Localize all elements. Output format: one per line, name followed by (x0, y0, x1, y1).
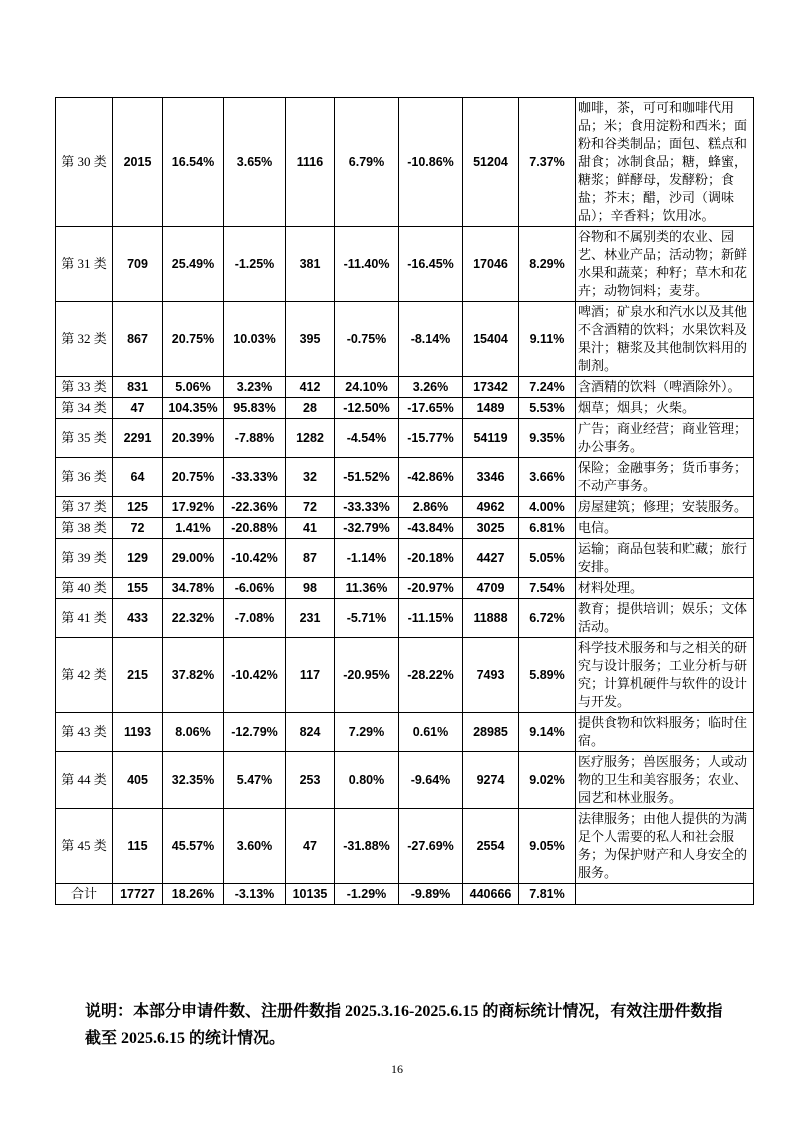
app-count-cell: 831 (113, 377, 163, 398)
goods-services-cell: 医疗服务；兽医服务；人或动物的卫生和美容服务；农业、园艺和林业服务。 (576, 752, 754, 809)
table-row (56, 638, 754, 713)
app-count-cell: 129 (113, 539, 163, 578)
footnote: 说明：本部分申请件数、注册件数指 2025.3.16-2025.6.15 的商标统计情况，有效注册件数指截至 2025.6.15 的统计情况。 (85, 1003, 723, 1047)
goods-services-cell: 提供食物和饮料服务；临时住宿。 (576, 713, 754, 752)
valid-reg-share-cell: 9.11% (519, 302, 576, 377)
valid-reg-count-cell: 9274 (463, 752, 519, 809)
reg-mom-cell: -20.18% (399, 539, 463, 578)
goods-services-cell: 运输；商品包装和贮藏；旅行安排。 (576, 539, 754, 578)
table-row (56, 302, 754, 377)
reg-count-cell: 47 (286, 809, 335, 884)
table-row (56, 713, 754, 752)
table-row (56, 377, 754, 398)
valid-reg-count-cell: 440666 (463, 884, 519, 905)
reg-mom-cell: -9.64% (399, 752, 463, 809)
app-yoy-cell: 18.26% (163, 884, 224, 905)
app-count-cell: 2015 (113, 98, 163, 227)
valid-reg-count-cell: 15404 (463, 302, 519, 377)
reg-mom-cell: -8.14% (399, 302, 463, 377)
class-cell: 第 45 类 (56, 809, 113, 884)
valid-reg-count-cell: 17046 (463, 227, 519, 302)
reg-mom-cell: -17.65% (399, 398, 463, 419)
app-mom-cell: -22.36% (224, 497, 286, 518)
table-row (56, 809, 754, 884)
goods-services-cell: 保险；金融事务；货币事务；不动产事务。 (576, 458, 754, 497)
reg-yoy-cell: -11.40% (335, 227, 399, 302)
valid-reg-count-cell: 51204 (463, 98, 519, 227)
reg-yoy-cell: -1.29% (335, 884, 399, 905)
reg-count-cell: 32 (286, 458, 335, 497)
total-row (56, 884, 754, 905)
reg-yoy-cell: -5.71% (335, 599, 399, 638)
valid-reg-share-cell: 4.00% (519, 497, 576, 518)
valid-reg-share-cell: 5.05% (519, 539, 576, 578)
valid-reg-share-cell: 7.54% (519, 578, 576, 599)
class-cell: 第 39 类 (56, 539, 113, 578)
app-mom-cell: 5.47% (224, 752, 286, 809)
reg-yoy-cell: 24.10% (335, 377, 399, 398)
reg-count-cell: 1116 (286, 98, 335, 227)
app-count-cell: 2291 (113, 419, 163, 458)
reg-count-cell: 231 (286, 599, 335, 638)
app-mom-cell: -10.42% (224, 539, 286, 578)
reg-count-cell: 10135 (286, 884, 335, 905)
valid-reg-share-cell: 9.35% (519, 419, 576, 458)
valid-reg-share-cell: 9.14% (519, 713, 576, 752)
reg-yoy-cell: -1.14% (335, 539, 399, 578)
goods-services-cell: 咖啡，茶，可可和咖啡代用品；米；食用淀粉和西米；面粉和谷类制品；面包、糕点和甜食；冰制食品；糖，蜂蜜，糖浆；鲜酵母，发酵粉；食盐；芥末；醋，沙司（调味品）；辛香料；饮用冰。 (576, 98, 754, 227)
app-mom-cell: -33.33% (224, 458, 286, 497)
app-count-cell: 215 (113, 638, 163, 713)
valid-reg-share-cell: 9.05% (519, 809, 576, 884)
app-mom-cell: -10.42% (224, 638, 286, 713)
reg-mom-cell: -27.69% (399, 809, 463, 884)
valid-reg-count-cell: 2554 (463, 809, 519, 884)
reg-count-cell: 412 (286, 377, 335, 398)
class-cell: 第 40 类 (56, 578, 113, 599)
reg-mom-cell: -11.15% (399, 599, 463, 638)
app-mom-cell: -7.08% (224, 599, 286, 638)
reg-mom-cell: -9.89% (399, 884, 463, 905)
valid-reg-share-cell: 7.37% (519, 98, 576, 227)
goods-services-cell: 房屋建筑；修理；安装服务。 (576, 497, 754, 518)
reg-count-cell: 1282 (286, 419, 335, 458)
goods-services-cell: 材料处理。 (576, 578, 754, 599)
goods-services-cell: 含酒精的饮料（啤酒除外）。 (576, 377, 754, 398)
app-yoy-cell: 104.35% (163, 398, 224, 419)
reg-mom-cell: -10.86% (399, 98, 463, 227)
reg-mom-cell: -16.45% (399, 227, 463, 302)
table-body (56, 98, 754, 905)
reg-mom-cell: 2.86% (399, 497, 463, 518)
app-yoy-cell: 1.41% (163, 518, 224, 539)
class-cell: 第 44 类 (56, 752, 113, 809)
class-cell: 第 31 类 (56, 227, 113, 302)
reg-count-cell: 381 (286, 227, 335, 302)
app-count-cell: 64 (113, 458, 163, 497)
class-cell: 第 36 类 (56, 458, 113, 497)
valid-reg-count-cell: 4427 (463, 539, 519, 578)
valid-reg-count-cell: 7493 (463, 638, 519, 713)
app-yoy-cell: 16.54% (163, 98, 224, 227)
reg-count-cell: 72 (286, 497, 335, 518)
reg-count-cell: 28 (286, 398, 335, 419)
app-yoy-cell: 17.92% (163, 497, 224, 518)
trademark-stats-table (55, 97, 754, 905)
goods-services-cell: 电信。 (576, 518, 754, 539)
app-count-cell: 155 (113, 578, 163, 599)
app-yoy-cell: 20.75% (163, 302, 224, 377)
table-row (56, 599, 754, 638)
reg-yoy-cell: -32.79% (335, 518, 399, 539)
reg-mom-cell: 0.61% (399, 713, 463, 752)
reg-count-cell: 117 (286, 638, 335, 713)
app-count-cell: 433 (113, 599, 163, 638)
app-yoy-cell: 29.00% (163, 539, 224, 578)
goods-services-cell: 谷物和不属别类的农业、园艺、林业产品；活动物；新鲜水果和蔬菜；种籽；草木和花卉；动物饲料；麦芽。 (576, 227, 754, 302)
app-count-cell: 47 (113, 398, 163, 419)
app-mom-cell: 95.83% (224, 398, 286, 419)
app-mom-cell: -7.88% (224, 419, 286, 458)
app-yoy-cell: 5.06% (163, 377, 224, 398)
app-yoy-cell: 34.78% (163, 578, 224, 599)
reg-yoy-cell: -0.75% (335, 302, 399, 377)
valid-reg-share-cell: 6.81% (519, 518, 576, 539)
reg-yoy-cell: -12.50% (335, 398, 399, 419)
reg-count-cell: 395 (286, 302, 335, 377)
app-count-cell: 867 (113, 302, 163, 377)
reg-yoy-cell: -51.52% (335, 458, 399, 497)
app-count-cell: 17727 (113, 884, 163, 905)
app-yoy-cell: 22.32% (163, 599, 224, 638)
app-mom-cell: -12.79% (224, 713, 286, 752)
app-count-cell: 125 (113, 497, 163, 518)
app-yoy-cell: 25.49% (163, 227, 224, 302)
valid-reg-count-cell: 54119 (463, 419, 519, 458)
reg-mom-cell: -28.22% (399, 638, 463, 713)
app-mom-cell: -20.88% (224, 518, 286, 539)
reg-count-cell: 87 (286, 539, 335, 578)
app-yoy-cell: 8.06% (163, 713, 224, 752)
app-count-cell: 72 (113, 518, 163, 539)
app-yoy-cell: 45.57% (163, 809, 224, 884)
table-row (56, 227, 754, 302)
valid-reg-count-cell: 28985 (463, 713, 519, 752)
page-number: 16 (391, 1062, 403, 1076)
valid-reg-share-cell: 5.53% (519, 398, 576, 419)
reg-yoy-cell: 11.36% (335, 578, 399, 599)
valid-reg-count-cell: 17342 (463, 377, 519, 398)
class-cell: 合计 (56, 884, 113, 905)
app-mom-cell: 3.60% (224, 809, 286, 884)
reg-mom-cell: -43.84% (399, 518, 463, 539)
valid-reg-count-cell: 11888 (463, 599, 519, 638)
app-mom-cell: 10.03% (224, 302, 286, 377)
goods-services-cell: 啤酒；矿泉水和汽水以及其他不含酒精的饮料；水果饮料及果汁；糖浆及其他制饮料用的制剂。 (576, 302, 754, 377)
reg-count-cell: 98 (286, 578, 335, 599)
app-yoy-cell: 37.82% (163, 638, 224, 713)
app-count-cell: 405 (113, 752, 163, 809)
table-row (56, 752, 754, 809)
valid-reg-share-cell: 3.66% (519, 458, 576, 497)
reg-yoy-cell: 0.80% (335, 752, 399, 809)
reg-yoy-cell: 7.29% (335, 713, 399, 752)
valid-reg-share-cell: 9.02% (519, 752, 576, 809)
reg-yoy-cell: -33.33% (335, 497, 399, 518)
app-mom-cell: 3.23% (224, 377, 286, 398)
class-cell: 第 34 类 (56, 398, 113, 419)
app-count-cell: 115 (113, 809, 163, 884)
class-cell: 第 35 类 (56, 419, 113, 458)
valid-reg-share-cell: 7.24% (519, 377, 576, 398)
valid-reg-share-cell: 6.72% (519, 599, 576, 638)
table-row (56, 98, 754, 227)
table-row (56, 539, 754, 578)
goods-services-cell: 烟草；烟具；火柴。 (576, 398, 754, 419)
app-yoy-cell: 20.75% (163, 458, 224, 497)
class-cell: 第 42 类 (56, 638, 113, 713)
class-cell: 第 43 类 (56, 713, 113, 752)
reg-mom-cell: -42.86% (399, 458, 463, 497)
app-mom-cell: -6.06% (224, 578, 286, 599)
reg-mom-cell: -20.97% (399, 578, 463, 599)
class-cell: 第 41 类 (56, 599, 113, 638)
goods-services-cell: 法律服务；由他人提供的为满足个人需要的私人和社会服务；为保护财产和人身安全的服务。 (576, 809, 754, 884)
reg-count-cell: 824 (286, 713, 335, 752)
goods-services-cell (576, 884, 754, 905)
app-yoy-cell: 20.39% (163, 419, 224, 458)
app-mom-cell: -1.25% (224, 227, 286, 302)
reg-count-cell: 253 (286, 752, 335, 809)
reg-mom-cell: 3.26% (399, 377, 463, 398)
valid-reg-count-cell: 3025 (463, 518, 519, 539)
valid-reg-share-cell: 5.89% (519, 638, 576, 713)
goods-services-cell: 科学技术服务和与之相关的研究与设计服务；工业分析与研究；计算机硬件与软件的设计与开发。 (576, 638, 754, 713)
table-row (56, 398, 754, 419)
table-row (56, 497, 754, 518)
table-row (56, 578, 754, 599)
valid-reg-count-cell: 1489 (463, 398, 519, 419)
app-mom-cell: 3.65% (224, 98, 286, 227)
valid-reg-count-cell: 4962 (463, 497, 519, 518)
reg-mom-cell: -15.77% (399, 419, 463, 458)
valid-reg-share-cell: 7.81% (519, 884, 576, 905)
app-count-cell: 1193 (113, 713, 163, 752)
table-row (56, 518, 754, 539)
class-cell: 第 37 类 (56, 497, 113, 518)
valid-reg-share-cell: 8.29% (519, 227, 576, 302)
class-cell: 第 30 类 (56, 98, 113, 227)
class-cell: 第 33 类 (56, 377, 113, 398)
trademark-stats-table-container (55, 97, 753, 905)
goods-services-cell: 广告；商业经营；商业管理；办公事务。 (576, 419, 754, 458)
app-count-cell: 709 (113, 227, 163, 302)
table-row (56, 419, 754, 458)
reg-yoy-cell: -4.54% (335, 419, 399, 458)
class-cell: 第 32 类 (56, 302, 113, 377)
reg-count-cell: 41 (286, 518, 335, 539)
reg-yoy-cell: 6.79% (335, 98, 399, 227)
class-cell: 第 38 类 (56, 518, 113, 539)
app-yoy-cell: 32.35% (163, 752, 224, 809)
goods-services-cell: 教育；提供培训；娱乐；文体活动。 (576, 599, 754, 638)
table-row (56, 458, 754, 497)
valid-reg-count-cell: 3346 (463, 458, 519, 497)
reg-yoy-cell: -20.95% (335, 638, 399, 713)
valid-reg-count-cell: 4709 (463, 578, 519, 599)
app-mom-cell: -3.13% (224, 884, 286, 905)
reg-yoy-cell: -31.88% (335, 809, 399, 884)
